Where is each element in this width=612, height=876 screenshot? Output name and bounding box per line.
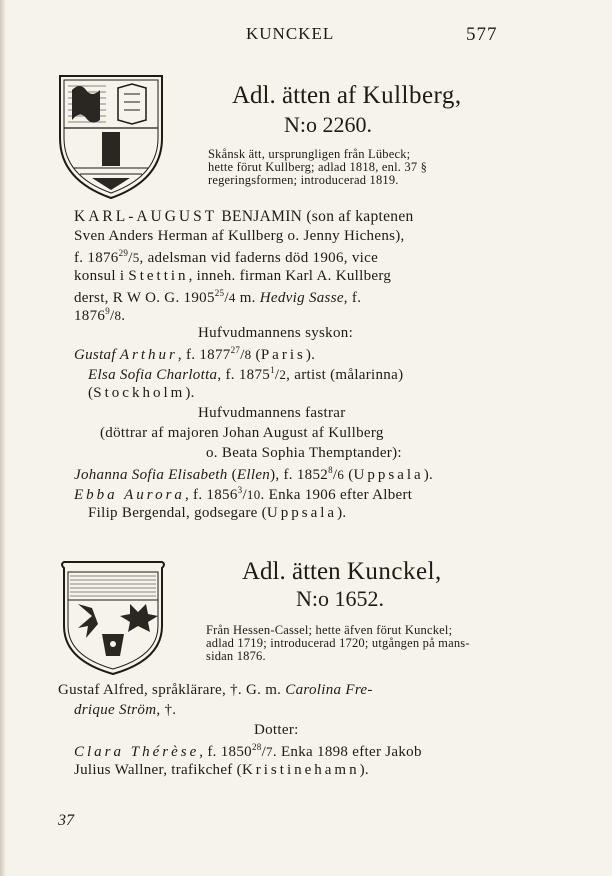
kullberg-coat-of-arms <box>52 70 170 202</box>
karl-line-5: derst, R W O. G. 1905$^{25}$/4 m. Hedvig Sasse, f. <box>74 288 362 306</box>
johanna-entry: Johanna Sofia Elisabeth (Ellen), f. 1852$^8$/6 (Uppsala). <box>74 465 434 483</box>
karl-line-1: KARL-AUGUST BENJAMIN (son af kaptenen <box>74 208 414 225</box>
kunckel-title: Adl. ätten Kunckel, <box>242 558 442 585</box>
gustaf-alfred-line-2: drique Ström, †. <box>74 702 177 718</box>
fastrar-subheading-1: (döttrar af majoren Johan August af Kullberg <box>100 425 384 441</box>
kunckel-number: N:o 1652. <box>296 586 384 611</box>
karl-line-2: Sven Anders Herman af Kullberg o. Jenny Hichens), <box>74 228 405 244</box>
gustaf-arthur-entry: Gustaf Arthur, f. 1877$^{27}$/8 (Paris). <box>74 345 316 363</box>
kullberg-desc-3: regeringsformen; introducerad 1819. <box>208 173 399 187</box>
page-fold-shadow <box>0 0 6 876</box>
filip-entry: Filip Bergendal, godsegare (Uppsala). <box>88 505 347 521</box>
kunckel-family-name: Kunckel, <box>346 558 442 585</box>
kullberg-title: Adl. ätten af Kullberg, <box>232 82 462 109</box>
kullberg-desc-2: hette förut Kullberg; adlad 1818, enl. 37 § <box>208 160 428 174</box>
fastrar-heading: Hufvudmannens fastrar <box>198 405 346 421</box>
kullberg-desc-1: Skånsk ätt, ursprungligen från Lübeck; <box>208 147 411 161</box>
printer-signature: 37 <box>58 812 74 829</box>
dotter-heading: Dotter: <box>254 722 299 738</box>
clara-entry: Clara Thérèse, f. 1850$^{28}$/7. Enka 1898 efter Jakob <box>74 742 422 760</box>
gustaf-alfred-line-1: Gustaf Alfred, språklärare, †. G. m. Carolina Fre- <box>58 682 373 698</box>
fastrar-subheading-2: o. Beata Sophia Themptander): <box>206 445 402 461</box>
kullberg-family-name: Kullberg, <box>362 82 462 109</box>
karl-line-4: konsul i Stettin, inneh. firman Karl A. Kullberg <box>74 268 392 284</box>
elsa-entry-2: (Stockholm). <box>88 385 195 401</box>
kunckel-desc-3: sidan 1876. <box>206 649 266 663</box>
page-number: 577 <box>466 24 498 45</box>
kunckel-coat-of-arms <box>58 560 168 678</box>
elsa-entry-1: Elsa Sofia Charlotta, f. 1875$^1$/2, artist (målarinna) <box>88 365 404 383</box>
running-head: KUNCKEL <box>246 24 335 43</box>
karl-line-3: f. 1876$^{29}$/5, adelsman vid faderns död 1906, vice <box>74 248 379 266</box>
kunckel-desc-2: adlad 1719; introducerad 1720; utgången på mans- <box>206 636 470 650</box>
syskon-heading: Hufvudmannens syskon: <box>198 325 354 341</box>
kullberg-number: N:o 2260. <box>284 112 372 137</box>
karl-line-6: 1876$^9$/8. <box>74 306 126 324</box>
ebba-entry: Ebba Aurora, f. 1856$^3$/10. Enka 1906 efter Albert <box>74 485 413 503</box>
julius-entry: Julius Wallner, trafikchef (Kristinehamn). <box>74 762 369 778</box>
kunckel-desc-1: Från Hessen-Cassel; hette äfven förut Kunckel; <box>206 623 453 637</box>
